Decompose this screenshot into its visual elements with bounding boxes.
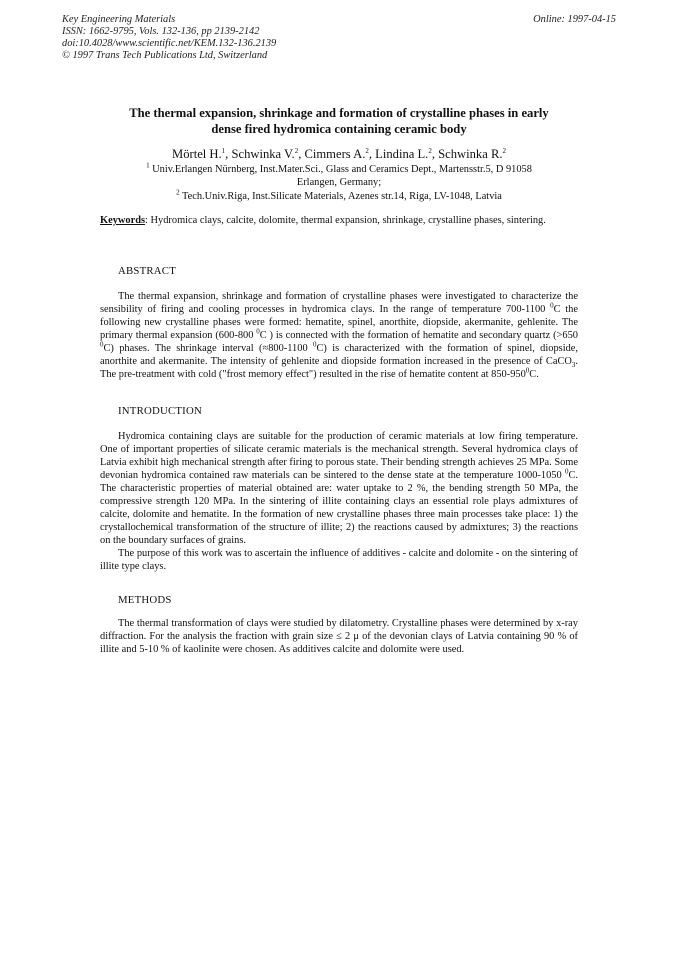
author-affil-mark: 2	[428, 146, 432, 155]
degree-mark: 0	[564, 467, 569, 476]
text-run: Hydromica containing clays are suitable for the production of ceramic materials at low firing temperature. One of important properties of silicate ceramic materials is the mechanical strength. Several hydromica clays of Latvia exhibit high mechanical strength after firing to porous state. Their bending strength achieves 25 MPa. Some devonian hydromica contained raw materials can be sintered to the dense state at the temperature 1000-1050	[100, 431, 578, 481]
online-date: Online: 1997-04-15	[533, 14, 616, 25]
author-name: Mörtel H.	[172, 147, 222, 161]
journal-name: Key Engineering Materials	[62, 14, 176, 25]
copyright-line: © 1997 Trans Tech Publications Ltd, Switzerland	[62, 50, 268, 61]
methods-body	[100, 617, 578, 656]
affil-text: Univ.Erlangen Nürnberg, Inst.Mater.Sci., Glass and Ceramics Dept., Martensstr.5, D 91058	[149, 164, 532, 175]
degree-mark: 0	[312, 340, 317, 349]
author-separator: ,	[298, 147, 305, 161]
keywords-label: Keywords	[100, 215, 146, 226]
degree-mark: 0	[100, 340, 104, 349]
author-name: Schwinka V.	[231, 147, 295, 161]
author-name: Lindina L.	[375, 147, 429, 161]
affil-mark: 1	[146, 161, 150, 170]
methods-paragraph-1: The thermal transformation of clays were studied by dilatometry. Crystalline phases were determined by x-ray diffraction. For the analysis the fraction with grain size ≤ 2 μ of the devonian clays of Latvia containing 90 % of illite and 5-10 % of kaolinite were chosen. As additives calcite and dolomite were used.	[100, 618, 578, 655]
abstract-heading: ABSTRACT	[118, 265, 176, 277]
text-run: . The pre-treatment with cold ("frost memory effect") resulted in the rise of hematite content at 850-950	[100, 356, 578, 380]
author-name: Schwinka R.	[438, 147, 503, 161]
affil-text: Tech.Univ.Riga, Inst.Silicate Materials, Azenes str.14, Riga, LV-1048, Latvia	[179, 191, 502, 202]
journal-header	[62, 14, 276, 62]
text-run: C. The characteristic properties of material obtained are: water uptake to 2 %, the bending strength 50 MPa, the compressive strength 120 MPa. In the sintering of illite containing clays an essential role plays admixtures of calcite, dolomite and hematite. In the formation of new crystalline phases three main processes take place: 1) the crystallochemical transformation of the structure of illite; 2) the reactions caused by admixtures; 3) the reactions on the boundary surfaces of grains.	[100, 470, 578, 546]
author-affil-mark: 2	[294, 146, 299, 155]
affiliation-2	[90, 190, 588, 203]
introduction-paragraph-2: The purpose of this work was to ascertain the influence of additives - calcite and dolomite - on the sintering of illite type clays.	[100, 548, 578, 572]
introduction-paragraph-1	[100, 430, 578, 547]
text-run: The thermal expansion, shrinkage and formation of crystalline phases were investigated to characterize the sensibility of firing and cooling processes in hydromica clays. In the range of temperature 700-1100	[100, 291, 578, 315]
author-affil-mark: 1	[221, 146, 226, 155]
methods-heading: METHODS	[118, 594, 172, 606]
keywords-text: : Hydromica clays, calcite, dolomite, thermal expansion, shrinkage, crystalline phases, sintering.	[145, 215, 546, 226]
keywords	[100, 214, 578, 227]
text-run: C the following new crystalline phases were formed: hematite, spinel, anorthite, diopside, akermanite, gehlenite. The primary thermal expansion (600-800	[100, 304, 578, 341]
affil-text: Erlangen, Germany;	[296, 177, 382, 188]
introduction-heading: INTRODUCTION	[118, 405, 202, 417]
text-run: C) phases. The shrinkage interval (≈800-1100	[103, 343, 313, 354]
title-line-1: The thermal expansion, shrinkage and formation of crystalline phases in early	[129, 106, 549, 120]
author-affil-mark: 2	[365, 146, 369, 155]
subscript: 3	[571, 361, 576, 370]
author-separator: ,	[368, 147, 376, 161]
degree-mark: 0	[256, 327, 260, 336]
affil-mark: 2	[176, 188, 180, 197]
introduction-body	[100, 430, 578, 573]
title-line-2: dense fired hydromica containing ceramic body	[211, 122, 467, 136]
paper-title	[100, 105, 578, 137]
text-run: C) is characterized with the formation of spinel, diopside, anorthite and akermanite. The intensity of gehlenite and diopside formation increased in the presence of CaCO	[100, 343, 578, 367]
author-list	[80, 146, 598, 162]
author-affil-mark: 2	[502, 146, 506, 155]
text-run: C ) is connected with the formation of hematite and secondary quartz (>650	[259, 330, 578, 341]
text-run: C.	[529, 369, 539, 380]
issn-line: ISSN: 1662-9795, Vols. 132-136, pp 2139-2142	[62, 26, 260, 37]
author-name: Cimmers A.	[304, 147, 366, 161]
affiliation-1	[90, 163, 588, 189]
degree-mark: 0	[525, 366, 530, 375]
degree-mark: 0	[550, 301, 554, 310]
abstract-paragraph	[100, 290, 578, 381]
author-separator: ,	[431, 147, 439, 161]
doi-line: doi:10.4028/www.scientific.net/KEM.132-136.2139	[62, 38, 277, 49]
author-separator: ,	[225, 147, 232, 161]
